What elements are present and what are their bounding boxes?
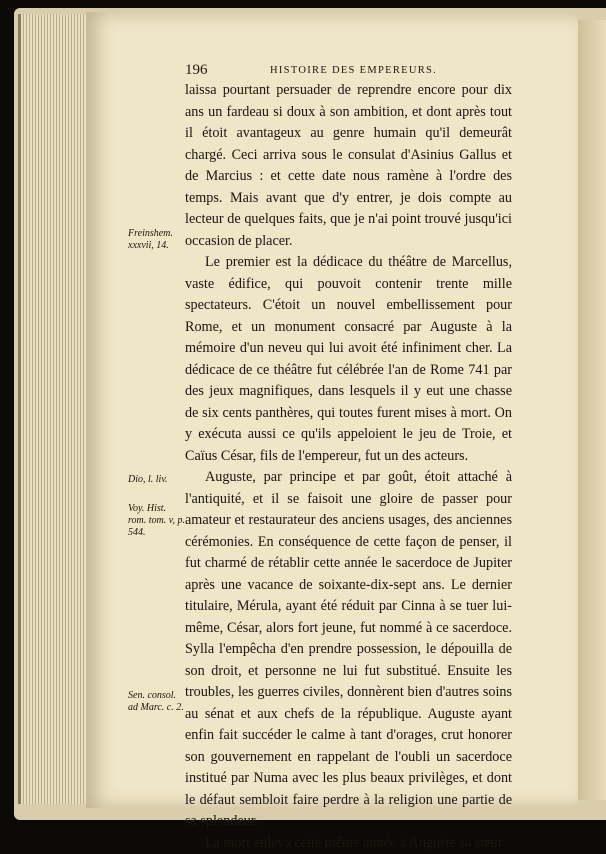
paragraph-continued: laissa pourtant persuader de reprendre encore pour dix ans un fardeau si doux à son ambition, et dont après tout il étoit avantageux au genre humain qu'il demeurât chargé. Ceci arriva sous le consulat d'Asinius Gallus et de Marcius : et cette date nous ramène à l'ordre des temps. Mais avant que d'y entrer, je dois compte au lecteur de quelques faits, que je n'ai point trouvé jusqu'ici occasion de placer. — [185, 80, 512, 252]
page-header — [185, 62, 510, 80]
paragraph-death: La mort enleva cette même année à Auguste sa sœur — [185, 833, 512, 854]
page-edges — [18, 14, 91, 804]
margin-note-hist-rom: Voy. Hist. rom. tom. v, p. 544. — [128, 503, 186, 539]
paragraph-sacerdoce: Auguste, par principe et par goût, étoit attaché à l'antiquité, et il se faisoit une gloire de passer pour amateur et restaurateur des anciens usages, des anciennes cérémonies. En conséquence de cette façon de penser, il fut charmé de rétablir cette année le sacerdoce de Jupiter après une vacance de soixante-dix-sept ans. Le dernier titulaire, Mérula, ayant été réduit par Cinna à se tuer lui-même, César, alors fort jeune, fut nommé à ce sacerdoce. Sylla l'empêcha d'en prendre possession, le dépouilla de son droit, et personne ne lui fut substitué. Ensuite les troubles, les guerres civiles, donnèrent bien d'autres soins au sénat et aux chefs de la république. Auguste ayant enfin fait succéder le calme à tant d'orages, crut honorer son gouvernement en rappelant de l'oubli un sacerdoce institué par Numa avec les plus beaux privilèges, et dont le défaut sembloit faire perdre à la religion une partie de sa splendeur. — [185, 467, 512, 833]
paragraph-theatre: Le premier est la dédicace du théâtre de Marcellus, vaste édifice, qui pouvoit contenir trente mille spectateurs. C'étoit un nouvel embellissement pour Rome, et un monument consacré par Auguste à la mémoire d'un neveu qui lui avoit été infiniment cher. La dédicace de ce théâtre fut célébrée l'an de Rome 741 par des jeux magnifiques, dans lesquels il y eut une chasse de six cents panthères, qui toutes furent mises à mort. On y exécuta aussi ce qu'ils appeloient le jeu de Troie, et Caïus César, fils de l'empereur, fut un des acteurs. — [185, 252, 512, 467]
margin-note-dio: Dio, l. liv. — [128, 474, 186, 486]
running-title: HISTOIRE DES EMPEREURS. — [270, 65, 437, 76]
margin-note-freinshem: Freinshem. xxxvii, 14. — [128, 228, 186, 252]
facing-page-edge — [578, 20, 606, 800]
margin-note-seneca: Sen. consol. ad Marc. c. 2. — [128, 690, 186, 714]
page-number: 196 — [185, 62, 208, 79]
body-text — [185, 80, 512, 854]
